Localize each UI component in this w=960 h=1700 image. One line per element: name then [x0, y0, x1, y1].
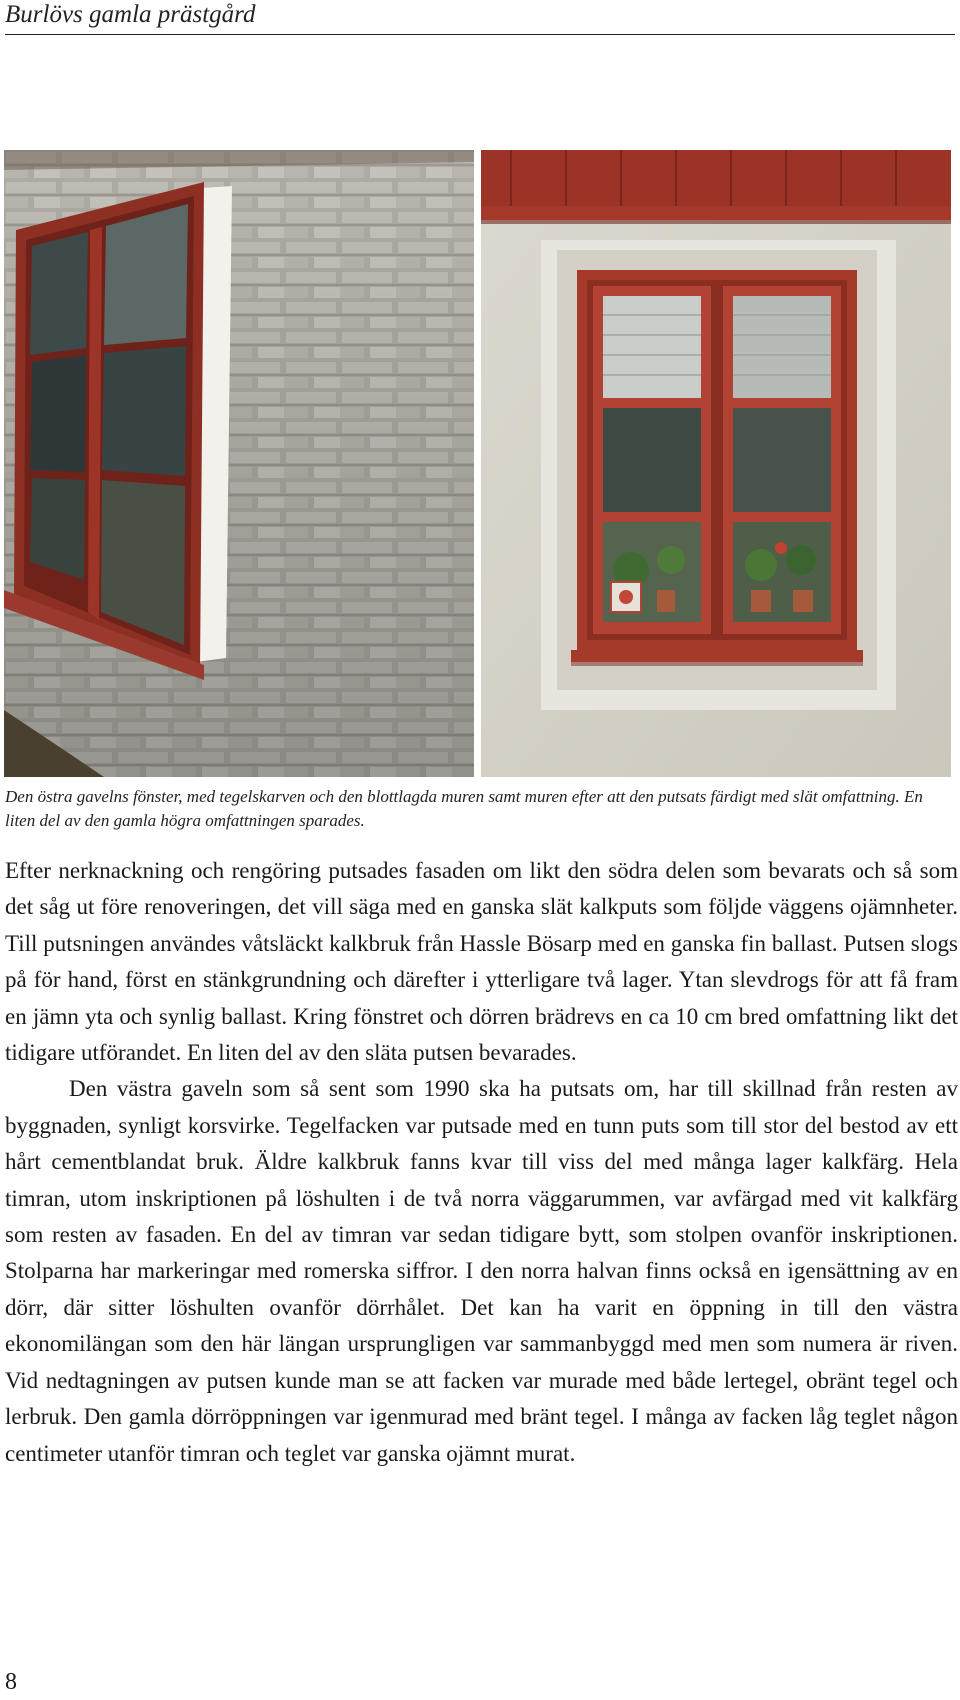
- photo-brick-wall-window: [4, 150, 474, 777]
- header-rule: [5, 34, 955, 35]
- paragraph: Den västra gaveln som så sent som 1990 ska ha putsats om, har till skillnad från resten av byggnaden, synligt korsvirke. Tegelfacken var putsade med en tunn puts som till stor del bestod av ett hårt cementblandat bruk. Äldre kalkbruk fanns kvar till viss del med många lager kalkfärg. Hela timran, utom inskriptionen på löshulten i de två norra väggarummen, var avfärgad med vit kalkfärg som resten av fasaden. En del av timran var sedan tidigare bytt, som stolpen ovanför inskriptionen. Stolparna har markeringar med romerska siffror. I den norra halvan finns också en igensättning av en dörr, där sitter löshulten ovanför dörrhålet. Det kan ha varit en öppning in till den västra ekonomilängan som den här längan ursprungligen var sammanbyggd med men som numera är riven. Vid nedtagningen av putsen kunde man se att facken var murade med både lertegel, obränt tegel och lerbruk. Den gamla dörröppningen var igenmurad med bränt tegel. I många av facken låg teglet någon centimeter utanför timran och teglet var ganska ojämnt murat.: [5, 1076, 958, 1466]
- body-text: [5, 853, 958, 1472]
- page-number: 8: [5, 1669, 17, 1695]
- running-title: Burlövs gamla prästgård: [5, 1, 256, 28]
- photo-plastered-wall-window: [481, 150, 951, 777]
- paragraph: Efter nerknackning och rengöring putsades fasaden om likt den södra delen som bevarats och så som det såg ut före renoveringen, det vill säga med en ganska slät kalkputs som följde väggens ojämnheter. Till putsningen användes våtsläckt kalkbruk från Hassle Bösarp med en ganska fin ballast. Putsen slogs på för hand, först en stänkgrundning och därefter i ytterligare två lager. Ytan slevdrogs för att få fram en jämn yta och synlig ballast. Kring fönstret och dörren brädrevs en ca 10 cm bred omfattning likt det tidigare utförandet. En liten del av den släta putsen bevarades.: [5, 858, 958, 1066]
- figure-caption: Den östra gavelns fönster, med tegelskarven och den blottlagda muren samt muren efter att den putsats färdigt med slät omfattning. En liten del av den gamla högra omfattningen sparades.: [5, 787, 923, 830]
